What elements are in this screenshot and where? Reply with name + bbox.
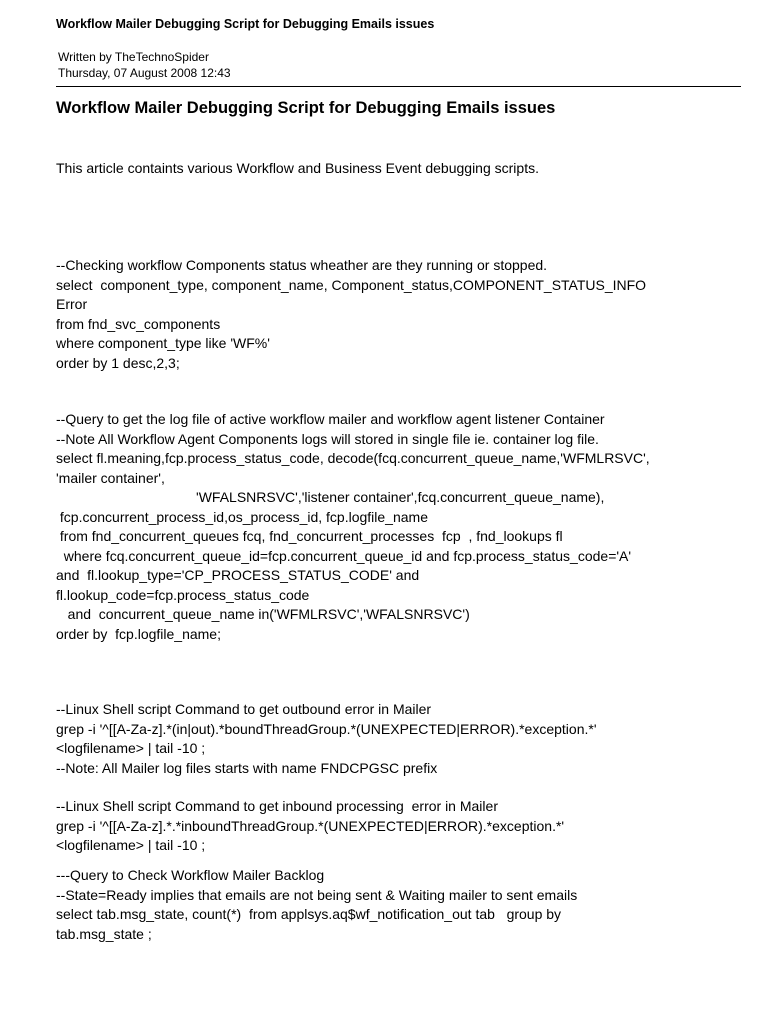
code-line: fl.lookup_code=fcp.process_status_code bbox=[56, 586, 310, 603]
code-line: order by 1 desc,2,3; bbox=[56, 354, 180, 371]
document-meta bbox=[58, 50, 231, 81]
code-block-outbound-error bbox=[56, 700, 597, 778]
code-line: --Linux Shell script Command to get inbound processing error in Mailer bbox=[56, 798, 498, 814]
code-block-mailer-backlog bbox=[56, 866, 577, 944]
code-line: 'WFALSNRSVC','listener container',fcq.concurrent_queue_name), bbox=[56, 489, 605, 505]
code-block-inbound-error bbox=[56, 797, 564, 856]
code-line: Error bbox=[56, 296, 88, 312]
code-line: <logfilename> | tail -10 ; bbox=[56, 740, 206, 756]
code-line: select fl.meaning,fcp.process_status_code, decode(fcq.concurrent_queue_name,'WFMLRSVC', bbox=[56, 450, 650, 466]
code-line: tab.msg_state ; bbox=[56, 925, 152, 942]
code-line: order by fcp.logfile_name; bbox=[56, 625, 221, 642]
code-line: fcp.concurrent_process_id,os_process_id, fcp.logfile_name bbox=[56, 508, 428, 525]
code-line: select component_type, component_name, Component_status,COMPONENT_STATUS_INFO bbox=[56, 276, 647, 293]
article-title: Workflow Mailer Debugging Script for Debugging Emails issues bbox=[56, 99, 556, 117]
code-line: from fnd_concurrent_queues fcq, fnd_concurrent_processes fcp , fnd_lookups fl bbox=[56, 528, 563, 544]
header-divider bbox=[56, 86, 741, 87]
code-line: select tab.msg_state, count(*) from applsys.aq$wf_notification_out tab group by bbox=[56, 906, 562, 922]
code-block-component-status bbox=[56, 256, 646, 373]
code-line: --Note All Workflow Agent Components logs will stored in single file ie. container log file. bbox=[56, 430, 599, 447]
article-intro: This article containts various Workflow and Business Event debugging scripts. bbox=[56, 160, 539, 176]
code-line: from fnd_svc_components bbox=[56, 315, 221, 332]
code-line: and concurrent_queue_name in('WFMLRSVC','WFALSNRSVC') bbox=[56, 606, 470, 622]
code-block-log-file-query bbox=[56, 410, 650, 644]
code-line: --State=Ready implies that emails are not being sent & Waiting mailer to sent emails bbox=[56, 886, 578, 903]
code-line: where component_type like 'WF%' bbox=[56, 335, 270, 351]
code-line: grep -i '^[[A-Za-z].*(in|out).*boundThreadGroup.*(UNEXPECTED|ERROR).*exception.*' bbox=[56, 720, 597, 737]
code-line: and fl.lookup_type='CP_PROCESS_STATUS_CODE' and bbox=[56, 567, 420, 583]
code-line: --Note: All Mailer log files starts with name FNDCPGSC prefix bbox=[56, 759, 438, 776]
document-header-title: Workflow Mailer Debugging Script for Debugging Emails issues bbox=[56, 17, 435, 31]
code-line: --Query to get the log file of active workflow mailer and workflow agent listener Container bbox=[56, 411, 605, 427]
author-line: Written by TheTechnoSpider bbox=[58, 50, 209, 64]
code-line: ---Query to Check Workflow Mailer Backlog bbox=[56, 867, 325, 883]
code-line: 'mailer container', bbox=[56, 469, 165, 486]
code-line: grep -i '^[[A-Za-z].*.*inboundThreadGroup.*(UNEXPECTED|ERROR).*exception.*' bbox=[56, 817, 565, 834]
code-line: --Checking workflow Components status wheather are they running or stopped. bbox=[56, 257, 548, 273]
code-line: where fcq.concurrent_queue_id=fcp.concurrent_queue_id and fcp.process_status_code='A' bbox=[56, 547, 632, 564]
code-line: --Linux Shell script Command to get outbound error in Mailer bbox=[56, 701, 432, 717]
code-line: <logfilename> | tail -10 ; bbox=[56, 837, 206, 853]
date-line: Thursday, 07 August 2008 12:43 bbox=[58, 65, 231, 80]
